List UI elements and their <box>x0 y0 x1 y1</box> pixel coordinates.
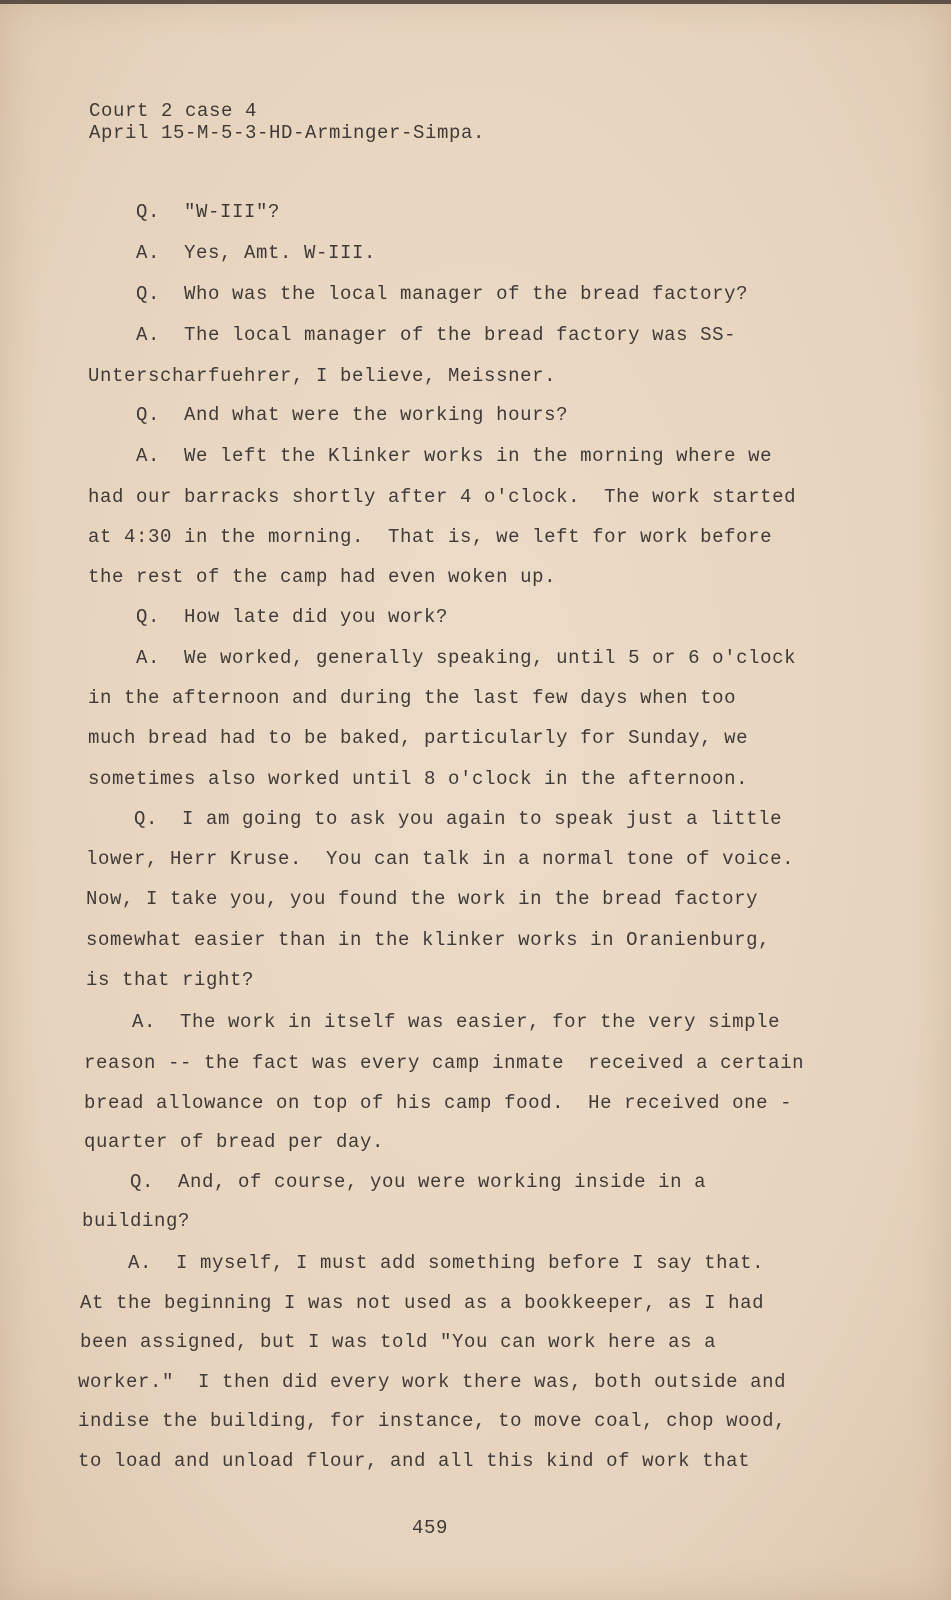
transcript-line: Q. And, of course, you were working inside in a <box>82 1171 707 1193</box>
transcript-line: the rest of the camp had even woken up. <box>88 566 557 588</box>
transcript-line: Q. Who was the local manager of the bread factory? <box>88 283 749 305</box>
transcript-line: A. We worked, generally speaking, until 5 or 6 o'clock <box>88 647 797 669</box>
header-date-line: April 15-M-5-3-HD-Arminger-Simpa. <box>89 122 486 144</box>
header-case-line: Court 2 case 4 <box>89 100 258 122</box>
transcript-line: to load and unload flour, and all this kind of work that <box>78 1450 751 1472</box>
document-header <box>89 100 485 144</box>
transcript-line: At the beginning I was not used as a bookkeeper, as I had <box>80 1292 765 1314</box>
transcript-line: somewhat easier than in the klinker works in Oranienburg, <box>86 929 771 951</box>
transcript-line: much bread had to be baked, particularly for Sunday, we <box>88 727 749 749</box>
transcript-line: reason -- the fact was every camp inmate received a certain <box>84 1052 805 1074</box>
transcript-line: Q. "W-III"? <box>88 201 281 223</box>
transcript-line: Q. I am going to ask you again to speak just a little <box>86 808 783 830</box>
transcript-line: is that right? <box>86 969 255 991</box>
transcript-line: lower, Herr Kruse. You can talk in a normal tone of voice. <box>86 848 795 870</box>
transcript-line: bread allowance on top of his camp food. He received one - <box>84 1092 793 1114</box>
transcript-line: had our barracks shortly after 4 o'clock. The work started <box>88 486 797 508</box>
transcript-line: building? <box>82 1210 191 1232</box>
transcript-line: A. The local manager of the bread factory was SS- <box>88 324 737 346</box>
page-number: 459 <box>412 1517 449 1539</box>
transcript-line: Now, I take you, you found the work in the bread factory <box>86 888 759 910</box>
transcript-line: quarter of bread per day. <box>84 1131 385 1153</box>
transcript-line: in the afternoon and during the last few days when too <box>88 687 737 709</box>
transcript-line: A. Yes, Amt. W-III. <box>88 242 377 264</box>
transcript-line: at 4:30 in the morning. That is, we left for work before <box>88 526 773 548</box>
transcript-line: A. I myself, I must add something before I say that. <box>80 1252 765 1274</box>
page-top-edge <box>0 0 951 4</box>
transcript-line: A. The work in itself was easier, for the very simple <box>84 1011 781 1033</box>
transcript-line: worker." I then did every work there was, both outside and <box>78 1371 787 1393</box>
transcript-line: been assigned, but I was told "You can work here as a <box>80 1331 717 1353</box>
transcript-line: Q. How late did you work? <box>88 606 449 628</box>
transcript-line: sometimes also worked until 8 o'clock in the afternoon. <box>88 768 749 790</box>
transcript-line: indise the building, for instance, to move coal, chop wood, <box>78 1410 787 1432</box>
transcript-line: Unterscharfuehrer, I believe, Meissner. <box>88 365 557 387</box>
transcript-line: A. We left the Klinker works in the morning where we <box>88 445 773 467</box>
transcript-line: Q. And what were the working hours? <box>88 404 569 426</box>
